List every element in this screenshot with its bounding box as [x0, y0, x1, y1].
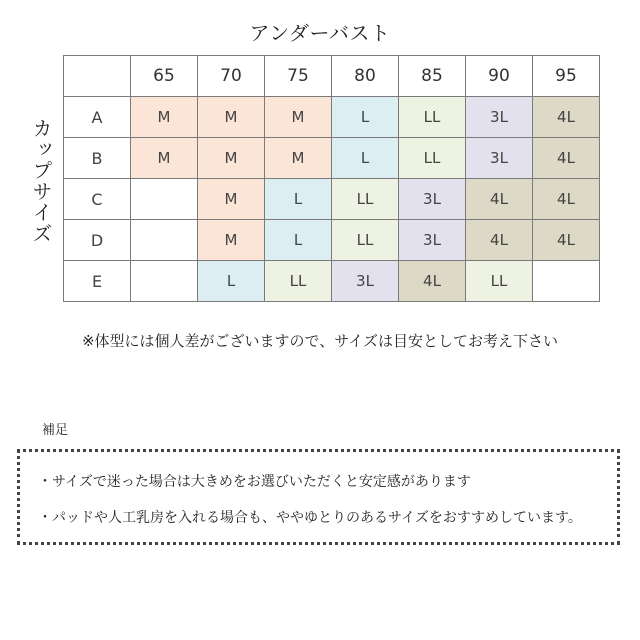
table-row: [64, 220, 600, 261]
corner-cell: [64, 56, 131, 97]
size-cell: LL: [399, 138, 466, 179]
size-cell: L: [198, 261, 265, 302]
supplement-line: ・パッドや人工乳房を入れる場合も、ややゆとりのあるサイズをおすすめしています。: [38, 510, 582, 526]
size-cell: 4L: [533, 97, 600, 138]
supplement-line: ・サイズで迷った場合は大きめをお選びいただくと安定感があります: [38, 474, 471, 490]
row-header: C: [64, 179, 131, 220]
size-cell: 4L: [533, 220, 600, 261]
size-cell: M: [198, 97, 265, 138]
row-header: B: [64, 138, 131, 179]
row-header: A: [64, 97, 131, 138]
size-cell: L: [332, 138, 399, 179]
size-cell: 4L: [533, 179, 600, 220]
size-cell: LL: [332, 179, 399, 220]
table-row: [64, 261, 600, 302]
size-cell: L: [265, 220, 332, 261]
size-cell: 4L: [466, 220, 533, 261]
size-cell: M: [265, 138, 332, 179]
size-cell: 3L: [399, 179, 466, 220]
column-header: 65: [131, 56, 198, 97]
row-header: E: [64, 261, 131, 302]
chart-title: アンダーバスト: [249, 21, 391, 45]
size-chart-table: [63, 55, 600, 302]
size-cell: 4L: [466, 179, 533, 220]
supplement-label: 補足: [42, 423, 69, 438]
size-cell: 4L: [399, 261, 466, 302]
y-axis-label: カップサイズ: [29, 118, 53, 244]
size-cell: [533, 261, 600, 302]
size-cell: L: [332, 97, 399, 138]
size-cell: LL: [265, 261, 332, 302]
size-cell: M: [198, 138, 265, 179]
size-cell: [131, 220, 198, 261]
row-header: D: [64, 220, 131, 261]
size-cell: 3L: [466, 97, 533, 138]
size-cell: LL: [332, 220, 399, 261]
size-cell: [131, 179, 198, 220]
size-cell: M: [198, 179, 265, 220]
column-header: 85: [399, 56, 466, 97]
size-cell: 3L: [332, 261, 399, 302]
column-header: 70: [198, 56, 265, 97]
size-cell: [131, 261, 198, 302]
disclaimer-note: ※体型には個人差がございますので、サイズは目安としてお考え下さい: [81, 332, 559, 350]
column-header: 80: [332, 56, 399, 97]
size-cell: 3L: [399, 220, 466, 261]
header-row: [64, 56, 600, 97]
size-cell: 3L: [466, 138, 533, 179]
column-header: 75: [265, 56, 332, 97]
supplement-box: [17, 449, 620, 545]
table-row: [64, 138, 600, 179]
column-header: 95: [533, 56, 600, 97]
size-cell: LL: [399, 97, 466, 138]
size-cell: LL: [466, 261, 533, 302]
size-cell: M: [131, 138, 198, 179]
size-cell: L: [265, 179, 332, 220]
size-cell: M: [265, 97, 332, 138]
size-cell: M: [198, 220, 265, 261]
column-header: 90: [466, 56, 533, 97]
size-cell: M: [131, 97, 198, 138]
table-row: [64, 97, 600, 138]
table-row: [64, 179, 600, 220]
size-cell: 4L: [533, 138, 600, 179]
